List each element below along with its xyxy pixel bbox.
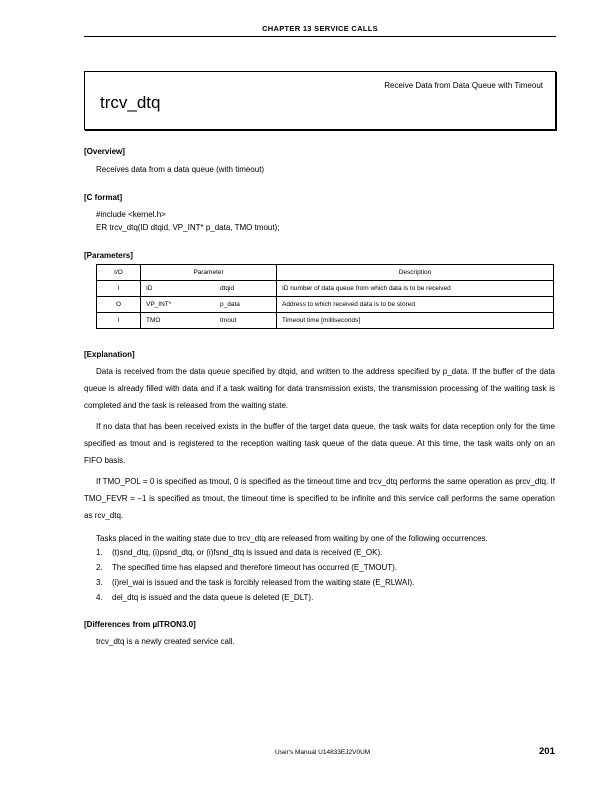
table-row <box>97 313 554 329</box>
column-header-parameter: Parameter <box>141 265 277 281</box>
overview-text: Receives data from a data queue (with timeout) <box>96 165 265 174</box>
list-item: 4. del_dtq is issued and the data queue is deleted (E_DLT). <box>96 593 314 602</box>
title-box <box>84 71 556 130</box>
header-rule <box>84 36 556 37</box>
param-description: Address to which received data is to be stored <box>277 297 554 313</box>
page-number: 201 <box>539 746 555 757</box>
explanation-paragraph-4: Tasks placed in the waiting state due to trcv_dtq are released from waiting by one of the following occurrences. <box>96 534 488 543</box>
column-header-description: Description <box>277 265 554 281</box>
c-format-prototype: ER trcv_dtq(ID dtqid, VP_INT* p_data, TMO tmout); <box>96 223 280 232</box>
list-item: 3. (i)rel_wai is issued and the task is forcibly released from the waiting state (E_RLWAI). <box>96 578 415 587</box>
param-name: dtqid <box>215 281 277 297</box>
chapter-header: CHAPTER 13 SERVICE CALLS <box>262 24 378 33</box>
table-header-row <box>97 265 554 281</box>
differences-heading: [Differences from µITRON3.0] <box>84 620 196 629</box>
explanation-paragraph-2: If no data that has been received exists in the buffer of the target data queue, the task waits for data reception only for the time specified as tmout and is registered to the reception waiting task queue of the data queue. At this time, the task waits only on an FIFO basis. <box>84 422 555 465</box>
param-description: Timeout time [milliseconds] <box>277 313 554 329</box>
c-format-heading: [C format] <box>84 193 123 202</box>
explanation-paragraph-1: Data is received from the data queue specified by dtqid, and written to the address specified by p_data. If the buffer of the data queue is already filled with data and if a task waiting for data transmission exists, the transmission processing of the waiting task is completed and the task is released from the waiting state. <box>84 367 555 410</box>
param-io: O <box>97 297 141 313</box>
explanation-paragraph-3: If TMO_POL = 0 is specified as tmout, 0 is specified as the timeout time and trcv_dtq performs the same operation as prcv_dtq. If TMO_FEVR = –1 is specified as tmout, the timeout time is specified to be infinite and this service call performs the same operation as rcv_dtq. <box>84 477 555 520</box>
overview-heading: [Overview] <box>84 147 125 156</box>
footer-manual-id: User's Manual U14833EJ2V0UM <box>275 749 371 756</box>
param-name: p_data <box>215 297 277 313</box>
param-io: I <box>97 281 141 297</box>
table-row <box>97 297 554 313</box>
param-io: I <box>97 313 141 329</box>
column-header-io: I/O <box>97 265 141 281</box>
service-call-name: trcv_dtq <box>100 93 161 112</box>
list-item: 2. The specified time has elapsed and therefore timeout has occurred (E_TMOUT). <box>96 563 398 572</box>
param-type: TMO <box>141 313 216 329</box>
param-type: VP_INT* <box>141 297 216 313</box>
list-item: 1. (t)snd_dtq, (i)psnd_dtq, or (i)fsnd_dtq is issued and data is received (E_OK). <box>96 548 383 557</box>
parameters-heading: [Parameters] <box>84 251 133 260</box>
param-description: ID number of data queue from which data is to be received <box>277 281 554 297</box>
param-name: tmout <box>215 313 277 329</box>
param-type: ID <box>141 281 216 297</box>
differences-text: trcv_dtq is a newly created service call. <box>96 637 235 646</box>
explanation-heading: [Explanation] <box>84 350 135 359</box>
parameters-table <box>96 264 554 329</box>
c-format-include: #include <kernel.h> <box>96 210 166 219</box>
service-call-description: Receive Data from Data Queue with Timeout <box>384 81 543 90</box>
table-row <box>97 281 554 297</box>
